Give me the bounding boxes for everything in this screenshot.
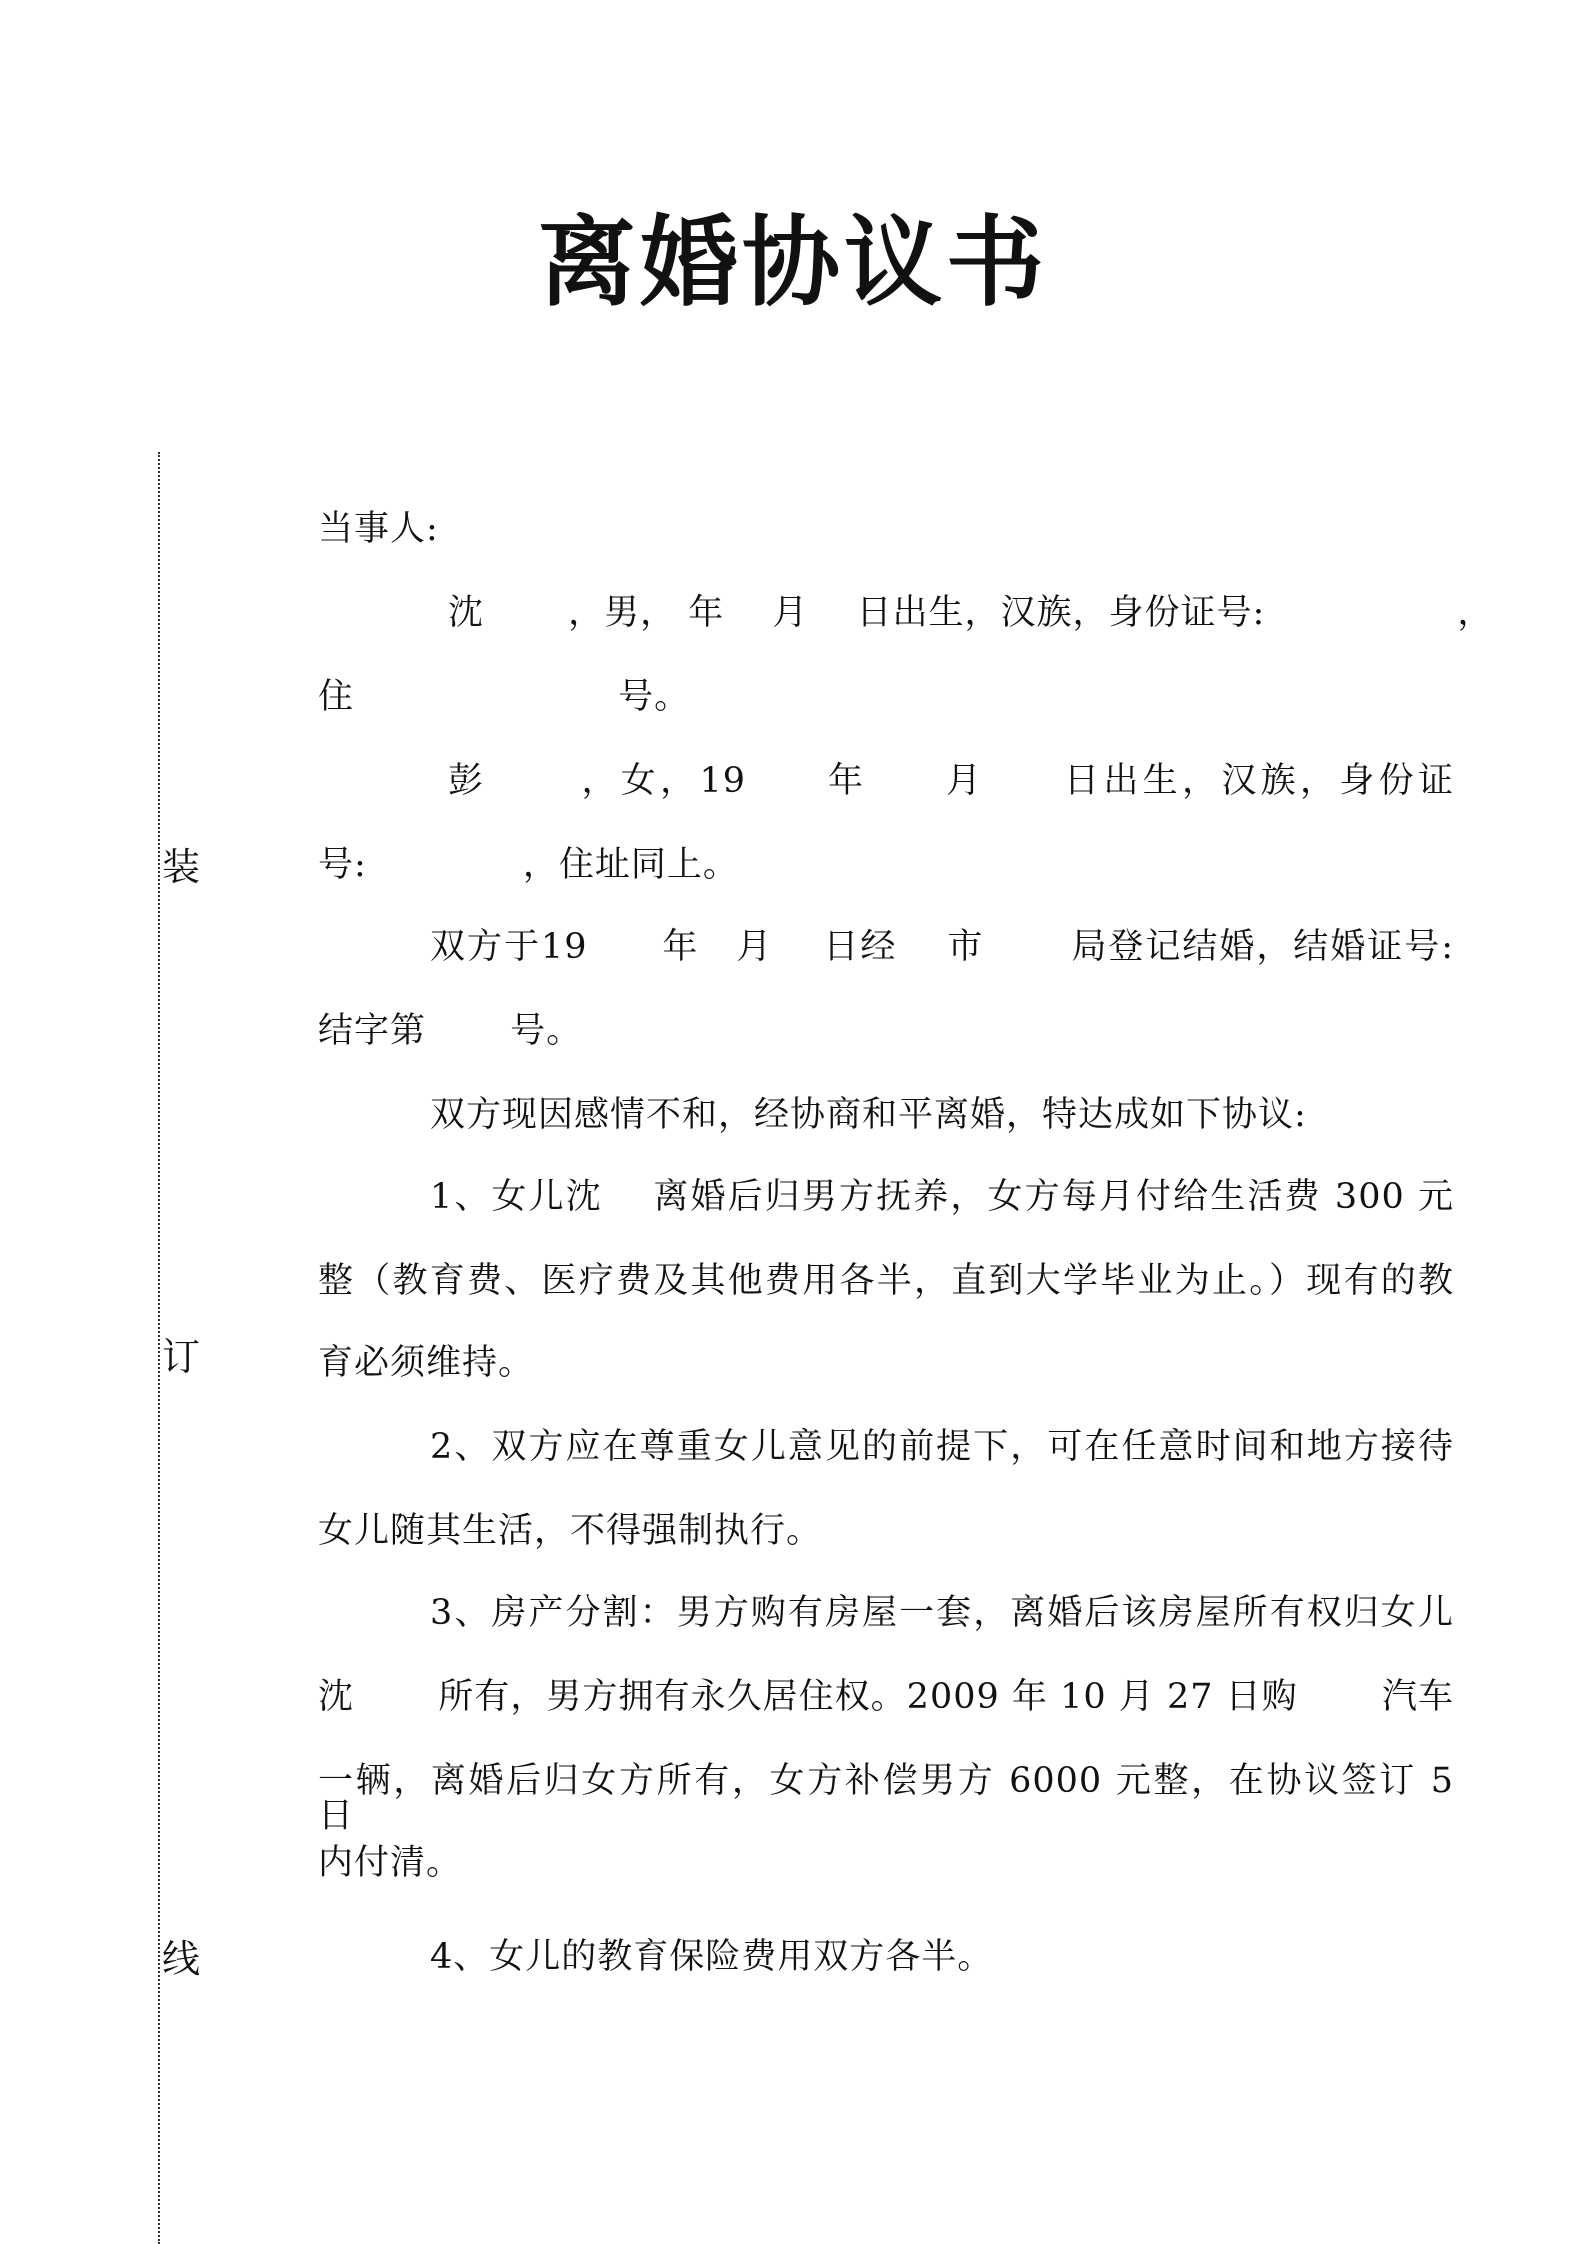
binding-mark-zhuang: 装 (162, 845, 201, 889)
clause-1-line-2: 整（教育费、医疗费及其他费用各半，直到大学毕业为止。）现有的教 (318, 1261, 1454, 1301)
marriage-line-1: 双方于19 年 月 日经 市 局登记结婚，结婚证号: (430, 927, 1454, 967)
clause-3-line-2: 沈 所有，男方拥有永久居住权。2009 年 10 月 27 日购 汽车 (318, 1677, 1454, 1717)
binding-mark-ding: 订 (162, 1335, 201, 1379)
document-title: 离婚协议书 (537, 206, 1048, 320)
clause-3-line-3: 一辆，离婚后归女方所有，女方补偿男方 6000 元整，在协议签订 5 日 (318, 1761, 1454, 1836)
clause-3-line-1: 3、房产分割：男方购有房屋一套，离婚后该房屋所有权归女儿 (430, 1593, 1454, 1633)
party-female-line-1: 彭 ，女，19 年 月 日出生，汉族，身份证 (448, 761, 1454, 801)
party-male-line-2: 住 号。 (318, 677, 691, 717)
party-female-line-2: 号: ，住址同上。 (318, 845, 739, 885)
clause-3-line-4: 内付清。 (318, 1843, 463, 1883)
clause-1-line-3: 育必须维持。 (318, 1343, 535, 1383)
parties-label: 当事人: (318, 509, 439, 549)
binding-dotted-line (158, 452, 160, 2244)
marriage-line-2: 结字第 号。 (318, 1011, 583, 1051)
agreement-intro: 双方现因感情不和，经协商和平离婚，特达成如下协议: (430, 1095, 1307, 1135)
party-male-line-1: 沈 ，男， 年 月 日出生，汉族，身份证号: ， (448, 593, 1494, 633)
binding-mark-xian: 线 (162, 1937, 201, 1981)
clause-4-line-1: 4、女儿的教育保险费用双方各半。 (430, 1937, 994, 1977)
clause-2-line-1: 2、双方应在尊重女儿意见的前提下，可在任意时间和地方接待 (430, 1427, 1454, 1467)
clause-2-line-2: 女儿随其生活，不得强制执行。 (318, 1511, 823, 1551)
clause-1-line-1: 1、女儿沈 离婚后归男方抚养，女方每月付给生活费 300 元 (430, 1177, 1454, 1217)
